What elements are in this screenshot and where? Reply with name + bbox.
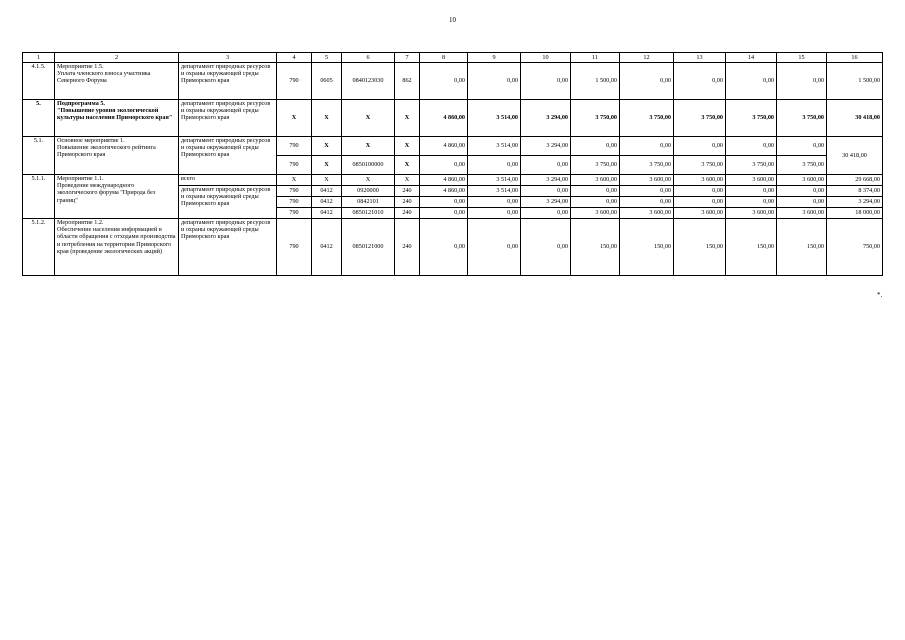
cell-value: 3 514,00 (468, 186, 521, 197)
header-cell: 5 (312, 53, 342, 63)
header-cell: 9 (468, 53, 521, 63)
cell-expense-type: 240 (395, 208, 420, 219)
cell-value: 3 600,00 (777, 175, 827, 186)
header-cell: 1 (23, 53, 55, 63)
cell-value: 0,00 (468, 208, 521, 219)
cell-value: 0,00 (468, 197, 521, 208)
header-cell: 15 (777, 53, 827, 63)
cell-value: 150,00 (777, 219, 827, 276)
cell-value: 3 514,00 (468, 137, 521, 156)
header-cell: 7 (395, 53, 420, 63)
row-name: Мероприятие 1.5. Уплата членского взноса участника Северного Форума (55, 63, 179, 100)
cell-expense-type: X (395, 137, 420, 156)
cell-total: 29 668,00 (827, 175, 883, 186)
cell-value: 3 600,00 (674, 208, 726, 219)
cell-value: 0,00 (620, 137, 674, 156)
cell-target-article: 0850121000 (342, 219, 395, 276)
row-number: 5.1. (23, 137, 55, 175)
cell-value: 4 860,00 (420, 100, 468, 137)
cell-expense-type: 862 (395, 63, 420, 100)
cell-value: 3 294,00 (521, 137, 571, 156)
cell-value: 0,00 (420, 208, 468, 219)
header-cell: 14 (726, 53, 777, 63)
cell-target-article: 0920000 (342, 186, 395, 197)
row-executor: департамент природных ресурсов и охраны окружающей среды Приморского края (179, 219, 277, 276)
cell-value: 0,00 (726, 197, 777, 208)
cell-grbs: 790 (277, 197, 312, 208)
row-number: 4.1.5. (23, 63, 55, 100)
cell-value: 150,00 (620, 219, 674, 276)
cell-target-article: X (342, 137, 395, 156)
row-name: Основное мероприятие 1. Повышение экологического рейтинга Приморского края (55, 137, 179, 175)
cell-value: 3 750,00 (726, 156, 777, 175)
header-cell: 6 (342, 53, 395, 63)
header-cell: 3 (179, 53, 277, 63)
budget-table (22, 52, 883, 276)
cell-value: 0,00 (777, 63, 827, 100)
trailing-mark: *. (877, 291, 883, 299)
cell-value: 3 600,00 (571, 208, 620, 219)
cell-value: 3 750,00 (674, 100, 726, 137)
table-row (23, 137, 883, 156)
cell-section: X (312, 137, 342, 156)
cell-value: 3 750,00 (777, 156, 827, 175)
cell-value: 150,00 (674, 219, 726, 276)
cell-value: 3 750,00 (726, 100, 777, 137)
cell-grbs: 790 (277, 63, 312, 100)
row-executor: всего (179, 175, 277, 186)
cell-value: 3 294,00 (521, 197, 571, 208)
cell-value: 0,00 (726, 186, 777, 197)
cell-target-article: 0842101 (342, 197, 395, 208)
page-number: 10 (449, 16, 456, 24)
cell-value: 3 600,00 (620, 175, 674, 186)
cell-expense-type: X (395, 156, 420, 175)
cell-value: 0,00 (620, 63, 674, 100)
row-name: Мероприятие 1.1. Проведение международного экологического форума "Природа без границ" (55, 175, 179, 219)
cell-expense-type: X (395, 175, 420, 186)
cell-section: X (312, 175, 342, 186)
header-row (23, 53, 883, 63)
cell-value: 3 600,00 (620, 208, 674, 219)
table-row (23, 100, 883, 137)
cell-section: X (312, 100, 342, 137)
header-cell: 8 (420, 53, 468, 63)
cell-value: 3 750,00 (571, 156, 620, 175)
cell-value: 0,00 (777, 197, 827, 208)
cell-value: 4 860,00 (420, 137, 468, 156)
header-cell: 16 (827, 53, 883, 63)
cell-value: 3 600,00 (571, 175, 620, 186)
cell-grbs: 790 (277, 186, 312, 197)
cell-value: 3 600,00 (726, 175, 777, 186)
cell-value: 3 600,00 (777, 208, 827, 219)
cell-value: 150,00 (726, 219, 777, 276)
cell-grbs: 790 (277, 219, 312, 276)
table-row (23, 175, 883, 186)
cell-target-article: 0840123030 (342, 63, 395, 100)
cell-section: 0412 (312, 197, 342, 208)
cell-total: 8 374,00 (827, 186, 883, 197)
cell-value: 3 750,00 (571, 100, 620, 137)
cell-expense-type: 240 (395, 197, 420, 208)
cell-value: 0,00 (420, 63, 468, 100)
cell-value: 0,00 (468, 156, 521, 175)
cell-value: 0,00 (674, 197, 726, 208)
cell-section: X (312, 156, 342, 175)
cell-value: 0,00 (521, 219, 571, 276)
cell-value: 0,00 (674, 186, 726, 197)
cell-section: 0605 (312, 63, 342, 100)
cell-value: 3 294,00 (521, 100, 571, 137)
cell-grbs: 790 (277, 156, 312, 175)
cell-value: 3 294,00 (521, 175, 571, 186)
cell-expense-type: X (395, 100, 420, 137)
cell-value: 0,00 (521, 63, 571, 100)
cell-total: 30 418,00 (827, 137, 883, 175)
table-row (23, 63, 883, 100)
cell-value: 3 514,00 (468, 175, 521, 186)
cell-value: 0,00 (674, 63, 726, 100)
cell-value: 4 860,00 (420, 186, 468, 197)
cell-value: 150,00 (571, 219, 620, 276)
cell-total: 30 418,00 (827, 100, 883, 137)
cell-value: 0,00 (571, 197, 620, 208)
cell-value: 0,00 (571, 186, 620, 197)
header-cell: 13 (674, 53, 726, 63)
row-executor: департамент природных ресурсов и охраны окружающей среды Приморского края (179, 137, 277, 175)
cell-value: 0,00 (468, 63, 521, 100)
cell-expense-type: 240 (395, 219, 420, 276)
cell-value: 4 860,00 (420, 175, 468, 186)
row-executor: департамент природных ресурсов и охраны окружающей среды Приморского края (179, 100, 277, 137)
cell-target-article: 0850100000 (342, 156, 395, 175)
header-cell: 10 (521, 53, 571, 63)
cell-total: 3 294,00 (827, 197, 883, 208)
cell-total: 1 500,00 (827, 63, 883, 100)
cell-value: 3 750,00 (620, 156, 674, 175)
cell-value: 3 750,00 (777, 100, 827, 137)
cell-value: 0,00 (726, 137, 777, 156)
cell-value: 0,00 (620, 186, 674, 197)
cell-grbs: X (277, 100, 312, 137)
cell-value: 0,00 (521, 156, 571, 175)
row-name: Мероприятие 1.2. Обеспечение населения информацией в области обращения с отходами производства и потребления на территории Приморского края (проведение экологических акций) (55, 219, 179, 276)
cell-value: 0,00 (521, 186, 571, 197)
cell-value: 3 600,00 (726, 208, 777, 219)
cell-value: 0,00 (468, 219, 521, 276)
cell-target-article: X (342, 175, 395, 186)
row-executor: департамент природных ресурсов и охраны окружающей среды Приморского края (179, 63, 277, 100)
header-cell: 2 (55, 53, 179, 63)
row-number: 5.1.1. (23, 175, 55, 219)
cell-total: 750,00 (827, 219, 883, 276)
cell-grbs: 790 (277, 208, 312, 219)
header-cell: 12 (620, 53, 674, 63)
cell-value: 0,00 (620, 197, 674, 208)
cell-value: 3 750,00 (674, 156, 726, 175)
cell-total: 18 000,00 (827, 208, 883, 219)
cell-value: 1 500,00 (571, 63, 620, 100)
cell-value: 0,00 (777, 137, 827, 156)
cell-grbs: X (277, 175, 312, 186)
row-name: Подпрограмма 5. "Повышение уровня экологической культуры населения Приморского края" (55, 100, 179, 137)
table-row (23, 219, 883, 276)
cell-grbs: 790 (277, 137, 312, 156)
cell-value: 0,00 (420, 197, 468, 208)
cell-value: 3 750,00 (620, 100, 674, 137)
row-number: 5. (23, 100, 55, 137)
cell-value: 0,00 (777, 186, 827, 197)
cell-expense-type: 240 (395, 186, 420, 197)
row-executor: департамент природных ресурсов и охраны окружающей среды Приморского края (179, 186, 277, 219)
cell-value: 3 514,00 (468, 100, 521, 137)
cell-target-article: 0850121010 (342, 208, 395, 219)
cell-value: 0,00 (726, 63, 777, 100)
cell-value: 3 600,00 (674, 175, 726, 186)
cell-value: 0,00 (674, 137, 726, 156)
row-number: 5.1.2. (23, 219, 55, 276)
header-cell: 11 (571, 53, 620, 63)
cell-value: 0,00 (420, 219, 468, 276)
cell-value: 0,00 (521, 208, 571, 219)
cell-section: 0412 (312, 186, 342, 197)
cell-section: 0412 (312, 208, 342, 219)
header-cell: 4 (277, 53, 312, 63)
cell-value: 0,00 (571, 137, 620, 156)
cell-section: 0412 (312, 219, 342, 276)
cell-target-article: X (342, 100, 395, 137)
cell-value: 0,00 (420, 156, 468, 175)
